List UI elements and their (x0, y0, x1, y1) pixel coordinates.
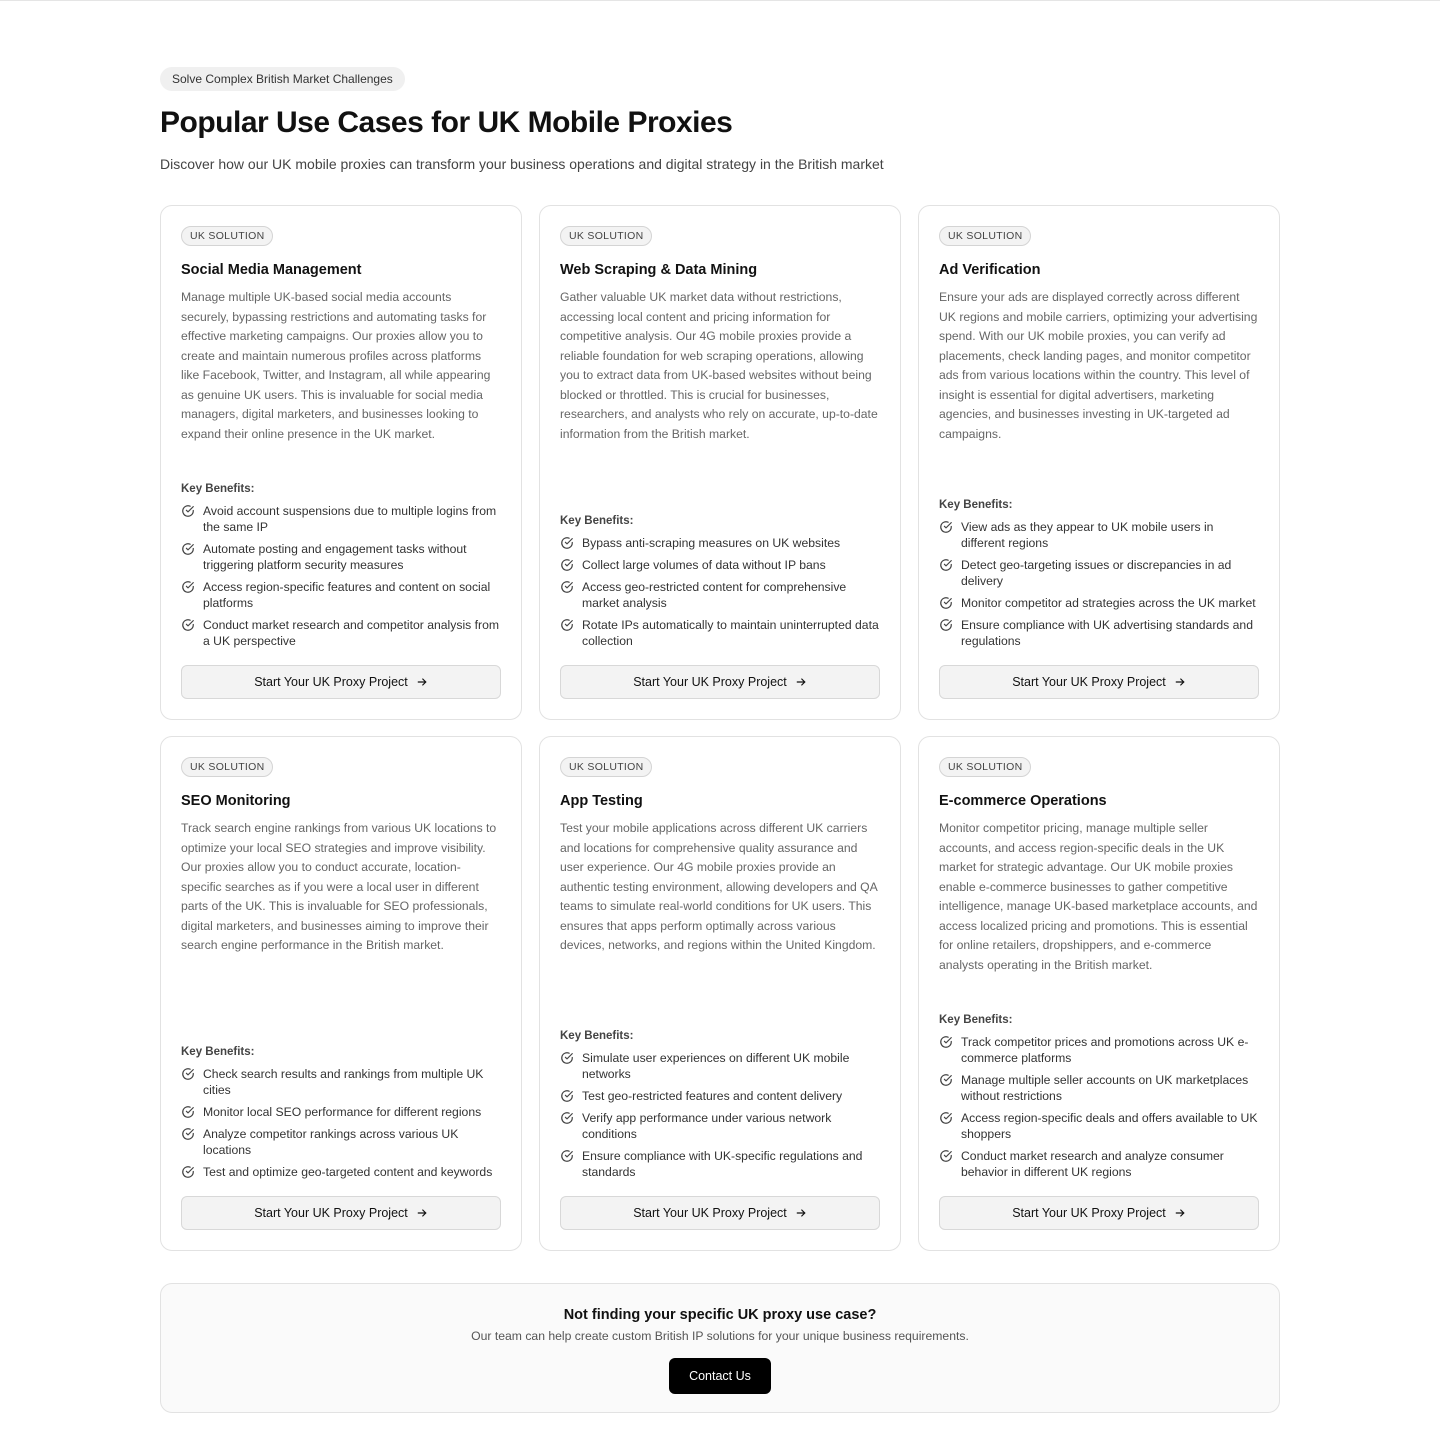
start-project-button[interactable] (181, 1196, 501, 1230)
benefit-item (939, 1110, 1259, 1142)
benefit-item (181, 617, 501, 649)
card-title: Social Media Management (181, 262, 362, 278)
solution-tag: UK SOLUTION (939, 226, 1031, 246)
check-circle-icon (560, 1149, 574, 1163)
start-project-button[interactable] (939, 1196, 1259, 1230)
benefits-list (560, 1050, 880, 1180)
start-project-label: Start Your UK Proxy Project (254, 675, 408, 689)
card-description: Test your mobile applications across different UK carriers and locations for comprehensive quality assurance and user experience. Our 4G mobile proxies provide an authentic testing environment, allowing developers and QA teams to simulate real-world conditions for UK users. This ensures that apps perform optimally across various devices, networks, and regions within the United Kingdom. (560, 821, 878, 952)
cta-title: Not finding your specific UK proxy use case? (563, 1307, 877, 1323)
check-circle-icon (181, 618, 195, 632)
benefit-text: Check search results and rankings from multiple UK cities (203, 1067, 484, 1097)
benefit-text: View ads as they appear to UK mobile users in different regions (961, 520, 1214, 550)
contact-us-button[interactable]: Contact Us (669, 1358, 771, 1394)
benefit-text: Simulate user experiences on different UK mobile networks (582, 1051, 850, 1081)
arrow-right-icon (416, 676, 428, 688)
check-circle-icon (939, 596, 953, 610)
start-project-label: Start Your UK Proxy Project (254, 1206, 408, 1220)
benefit-text: Manage multiple seller accounts on UK marketplaces without restrictions (961, 1073, 1249, 1103)
benefit-text: Access region-specific features and content on social platforms (203, 580, 491, 610)
benefit-item (181, 1164, 501, 1180)
check-circle-icon (181, 1067, 195, 1081)
solution-tag: UK SOLUTION (939, 757, 1031, 777)
start-project-label: Start Your UK Proxy Project (633, 675, 787, 689)
check-circle-icon (560, 580, 574, 594)
benefit-item (939, 519, 1259, 551)
card-title: E-commerce Operations (939, 793, 1107, 809)
card-description: Gather valuable UK market data without restrictions, accessing local content and pricing information for competitive analysis. Our 4G mobile proxies provide a reliable foundation for web scraping operations, allowing you to extract data from UK-based websites without being blocked or throttled. This is crucial for businesses, researchers, and analysts who rely on accurate, up-to-date information from the British market. (560, 290, 878, 441)
check-circle-icon (181, 1127, 195, 1141)
custom-use-case-banner (160, 1283, 1280, 1413)
arrow-right-icon (416, 1207, 428, 1219)
solution-tag: UK SOLUTION (181, 226, 273, 246)
benefit-text: Test and optimize geo-targeted content and keywords (203, 1165, 493, 1179)
check-circle-icon (939, 1149, 953, 1163)
benefit-text: Automate posting and engagement tasks without triggering platform security measures (203, 542, 467, 572)
solution-tag: UK SOLUTION (560, 757, 652, 777)
benefit-text: Ensure compliance with UK advertising standards and regulations (961, 618, 1253, 648)
benefit-text: Bypass anti-scraping measures on UK websites (582, 536, 841, 550)
check-circle-icon (560, 1089, 574, 1103)
section-pill: Solve Complex British Market Challenges (160, 67, 405, 91)
check-circle-icon (181, 1165, 195, 1179)
check-circle-icon (939, 1111, 953, 1125)
start-project-button[interactable] (560, 665, 880, 699)
card-description: Ensure your ads are displayed correctly across different UK regions and mobile carriers, optimizing your advertising spend. With our UK mobile proxies, you can verify ad placements, check landing pages, and monitor competitor ads from various locations within the country. This level of insight is essential for digital advertisers, marketing agencies, and businesses investing in UK-targeted ad campaigns. (939, 290, 1258, 441)
benefit-text: Access geo-restricted content for comprehensive market analysis (582, 580, 847, 610)
benefit-text: Avoid account suspensions due to multiple logins from the same IP (203, 504, 497, 534)
benefit-item (560, 1110, 880, 1142)
benefit-item (181, 541, 501, 573)
use-case-card (539, 736, 901, 1251)
card-description: Manage multiple UK-based social media accounts securely, bypassing restrictions and automating tasks for effective marketing campaigns. Our proxies allow you to create and maintain numerous profiles across platforms like Facebook, Twitter, and Instagram, all while appearing as genuine UK users. This is invaluable for social media managers, digital marketers, and businesses looking to expand their online presence in the UK market. (181, 290, 491, 441)
benefit-item (560, 557, 880, 573)
benefit-item (560, 579, 880, 611)
benefit-text: Analyze competitor rankings across various UK locations (203, 1127, 459, 1157)
key-benefits-label: Key Benefits: (181, 1046, 255, 1058)
benefit-item (560, 1148, 880, 1180)
card-title: SEO Monitoring (181, 793, 291, 809)
check-circle-icon (181, 542, 195, 556)
card-description: Monitor competitor pricing, manage multiple seller accounts, and access region-specific deals in the UK market for strategic advantage. Our UK mobile proxies enable e-commerce businesses to gather competitive intelligence, manage UK-based marketplace accounts, and access localized pricing and promotions. This is essential for online retailers, dropshippers, and e-commerce analysts operating in the British market. (939, 821, 1258, 972)
benefit-item (939, 1148, 1259, 1180)
card-description: Track search engine rankings from various UK locations to optimize your local SEO strategies and improve visibility. Our proxies allow you to conduct accurate, location-specific searches as if you were a local user in different parts of the UK. This is invaluable for SEO professionals, digital marketers, and businesses aiming to improve their search engine performance in the British market. (181, 821, 497, 952)
check-circle-icon (939, 520, 953, 534)
start-project-label: Start Your UK Proxy Project (1012, 1206, 1166, 1220)
benefit-item (181, 1104, 501, 1120)
key-benefits-label: Key Benefits: (939, 1014, 1013, 1026)
start-project-button[interactable] (560, 1196, 880, 1230)
card-title: Ad Verification (939, 262, 1041, 278)
benefit-text: Detect geo-targeting issues or discrepancies in ad delivery (961, 558, 1232, 588)
check-circle-icon (560, 558, 574, 572)
arrow-right-icon (795, 1207, 807, 1219)
check-circle-icon (939, 558, 953, 572)
benefit-item (560, 535, 880, 551)
cta-subtitle: Our team can help create custom British IP solutions for your unique business requirements. (471, 1329, 969, 1343)
benefits-list (560, 535, 880, 649)
benefit-text: Verify app performance under various network conditions (582, 1111, 832, 1141)
use-case-card (539, 205, 901, 720)
benefit-text: Collect large volumes of data without IP bans (582, 558, 826, 572)
benefit-item (939, 617, 1259, 649)
check-circle-icon (181, 1105, 195, 1119)
arrow-right-icon (1174, 676, 1186, 688)
benefit-item (939, 595, 1259, 611)
check-circle-icon (560, 1111, 574, 1125)
start-project-button[interactable] (181, 665, 501, 699)
card-title: Web Scraping & Data Mining (560, 262, 758, 278)
benefit-item (181, 579, 501, 611)
benefit-text: Monitor competitor ad strategies across the UK market (961, 596, 1256, 610)
benefits-list (939, 1034, 1259, 1180)
page-title: Popular Use Cases for UK Mobile Proxies (160, 106, 733, 139)
benefits-list (181, 1066, 501, 1180)
card-title: App Testing (560, 793, 643, 809)
benefit-text: Track competitor prices and promotions across UK e-commerce platforms (961, 1035, 1249, 1065)
arrow-right-icon (795, 676, 807, 688)
benefit-item (560, 1050, 880, 1082)
benefit-text: Access region-specific deals and offers available to UK shoppers (961, 1111, 1258, 1141)
benefit-text: Rotate IPs automatically to maintain uninterrupted data collection (582, 618, 879, 648)
solution-tag: UK SOLUTION (181, 757, 273, 777)
benefit-item (939, 1072, 1259, 1104)
benefit-item (181, 503, 501, 535)
benefit-item (560, 617, 880, 649)
check-circle-icon (939, 618, 953, 632)
page-subtitle: Discover how our UK mobile proxies can transform your business operations and digital strategy in the British market (160, 156, 884, 172)
benefit-text: Monitor local SEO performance for different regions (203, 1105, 482, 1119)
check-circle-icon (181, 504, 195, 518)
benefits-list (181, 503, 501, 649)
benefit-text: Test geo-restricted features and content delivery (582, 1089, 843, 1103)
solution-tag: UK SOLUTION (560, 226, 652, 246)
check-circle-icon (560, 1051, 574, 1065)
check-circle-icon (181, 580, 195, 594)
benefit-item (181, 1126, 501, 1158)
benefit-text: Conduct market research and analyze consumer behavior in different UK regions (961, 1149, 1224, 1179)
benefit-item (939, 1034, 1259, 1066)
use-case-grid (160, 205, 1280, 1251)
benefit-item (939, 557, 1259, 589)
benefit-text: Conduct market research and competitor analysis from a UK perspective (203, 618, 500, 648)
use-case-card (918, 205, 1280, 720)
start-project-label: Start Your UK Proxy Project (633, 1206, 787, 1220)
check-circle-icon (560, 618, 574, 632)
use-case-card (160, 205, 522, 720)
check-circle-icon (939, 1073, 953, 1087)
start-project-label: Start Your UK Proxy Project (1012, 675, 1166, 689)
use-case-card (918, 736, 1280, 1251)
key-benefits-label: Key Benefits: (181, 483, 255, 495)
use-case-card (160, 736, 522, 1251)
key-benefits-label: Key Benefits: (560, 1030, 634, 1042)
check-circle-icon (939, 1035, 953, 1049)
arrow-right-icon (1174, 1207, 1186, 1219)
key-benefits-label: Key Benefits: (939, 499, 1013, 511)
benefits-list (939, 519, 1259, 649)
key-benefits-label: Key Benefits: (560, 515, 634, 527)
start-project-button[interactable] (939, 665, 1259, 699)
benefit-item (560, 1088, 880, 1104)
check-circle-icon (560, 536, 574, 550)
benefit-item (181, 1066, 501, 1098)
benefit-text: Ensure compliance with UK-specific regulations and standards (582, 1149, 863, 1179)
